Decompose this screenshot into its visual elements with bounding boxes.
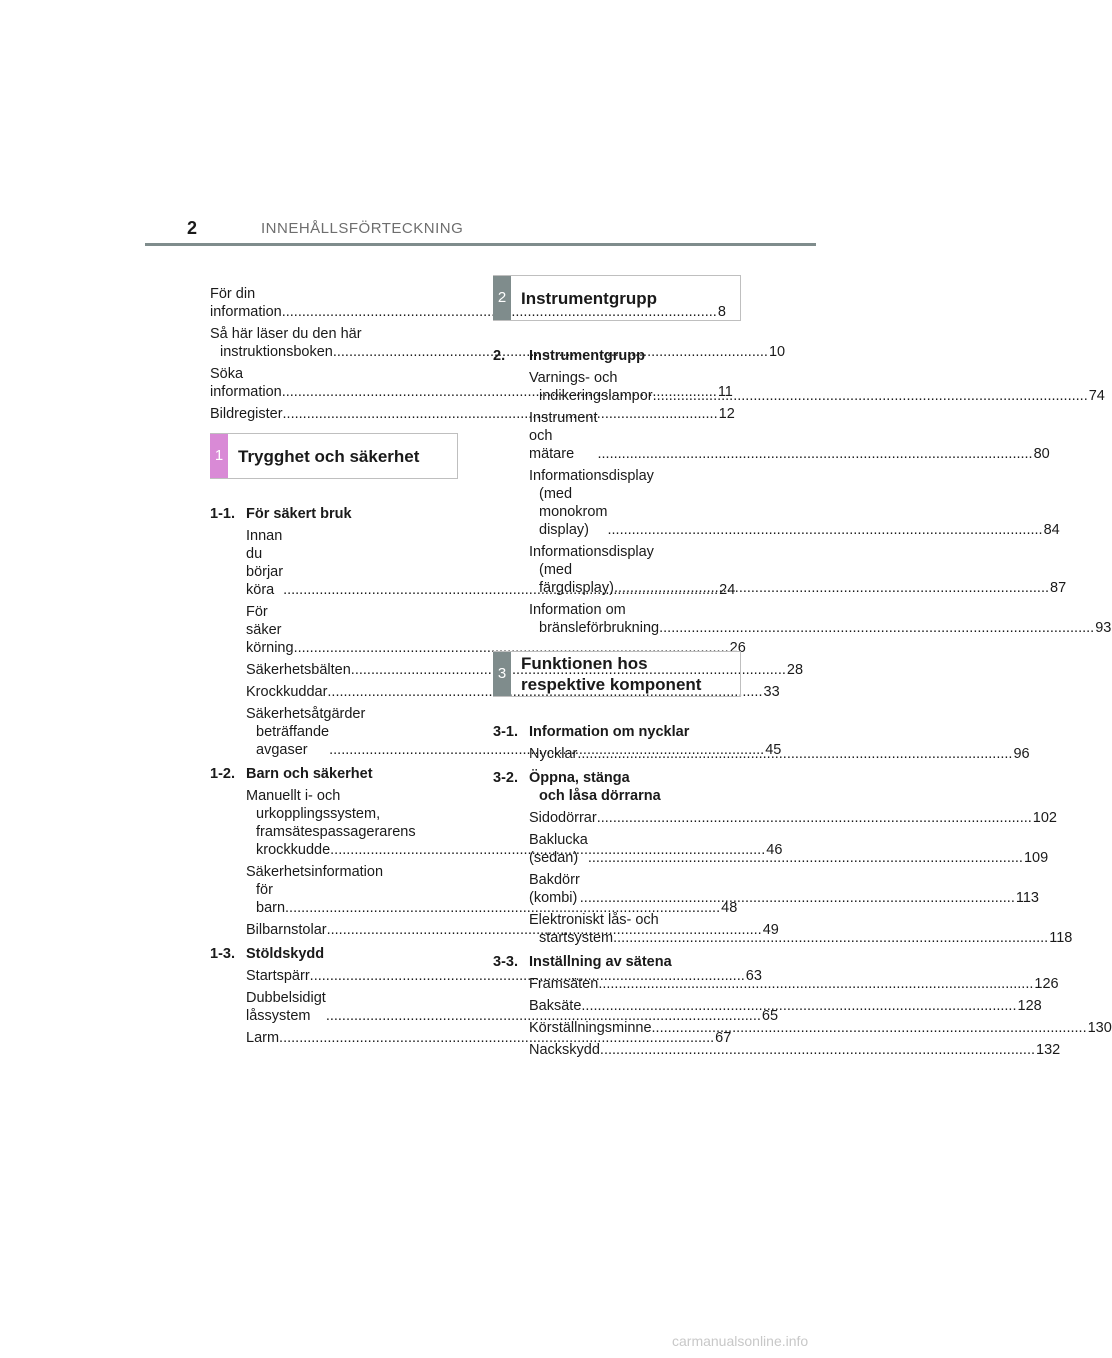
dot-leader (659, 619, 1094, 637)
section-title-line: och låsa dörrarna (539, 788, 661, 804)
toc-page-number: 24 (719, 582, 736, 598)
toc-entry[interactable] (493, 871, 1039, 907)
toc-page-number: 93 (1095, 620, 1112, 636)
toc-page-number: 11 (717, 384, 733, 400)
toc-entry-last-line (529, 831, 1048, 867)
toc-entry-last-line (529, 745, 1030, 763)
dot-leader (653, 387, 1088, 405)
toc-page-number: 128 (1017, 998, 1042, 1014)
toc-entry[interactable] (493, 809, 1057, 827)
toc-page-number: 33 (763, 684, 780, 700)
chapter-title-line: Funktionen hos (521, 654, 648, 673)
toc-page-number: 48 (721, 900, 738, 916)
toc-entry-text (529, 601, 1111, 637)
toc-entry-label: Bildregister (210, 406, 283, 422)
toc-entry-label: För din information (210, 286, 282, 320)
toc-entry[interactable] (493, 601, 1112, 637)
toc-entry-label: Nackskydd (529, 1042, 600, 1058)
toc-entry-line: framsätespassagerarens (256, 824, 416, 840)
toc-entry-label: (med färgdisplay) (539, 562, 614, 596)
section-title: Information om nycklar (529, 724, 690, 740)
toc-entry-label: Söka information (210, 366, 282, 400)
section-number: 1-1. (210, 506, 235, 522)
section-heading[interactable] (210, 765, 458, 783)
toc-entry-label: Innan du börjar köra (246, 528, 284, 598)
section-heading[interactable] (493, 953, 741, 971)
dot-leader (614, 579, 1049, 597)
toc-entry-label: Sidodörrar (529, 810, 597, 826)
chapter-title: Trygghet och säkerhet (238, 446, 420, 466)
dot-leader (580, 889, 1015, 907)
section-title: För säkert bruk (246, 506, 352, 522)
chapter-tab-number: 2 (493, 276, 511, 320)
toc-entry-text (529, 911, 1072, 947)
toc-entry-label: Instrument och mätare (529, 410, 598, 462)
toc-entry-label: Baksäte (529, 998, 582, 1014)
toc-entry-text (529, 369, 1105, 405)
section-number: 3-3. (493, 954, 518, 970)
section-heading[interactable] (210, 505, 458, 523)
toc-page-number: 84 (1043, 522, 1060, 538)
section-number: 1-2. (210, 766, 235, 782)
toc-page-number: 63 (745, 968, 762, 984)
chapter-header-2[interactable] (493, 275, 741, 321)
page-header (145, 214, 816, 246)
toc-page-number: 74 (1088, 388, 1105, 404)
toc-entry-label: beträffande avgaser (256, 724, 330, 758)
toc-entry-line: Säkerhetsåtgärder (246, 706, 366, 722)
dot-leader (600, 1041, 1035, 1059)
chapter-tab-number: 1 (210, 434, 228, 478)
dot-leader (652, 1019, 1087, 1037)
toc-entry-label: för barn (256, 882, 286, 916)
dot-leader (607, 521, 1042, 539)
dot-leader (577, 745, 1012, 763)
toc-entry-label: Bakdörr (kombi) (529, 872, 580, 906)
toc-entry[interactable] (493, 369, 1105, 405)
section-heading[interactable] (493, 347, 741, 365)
dot-leader (581, 997, 1016, 1015)
header-rule (145, 243, 816, 246)
toc-page-number: 113 (1015, 890, 1039, 906)
toc-entry-text (529, 543, 1066, 597)
chapter-header-3[interactable] (493, 651, 741, 697)
toc-entry-last-line (529, 997, 1042, 1015)
toc-entry-last-line (529, 619, 1111, 637)
toc-entry-label: Larm (246, 1030, 280, 1046)
toc-page-number: 8 (717, 304, 726, 320)
toc-entry-line: Manuellt i- och (246, 788, 341, 804)
toc-entry-last-line (529, 561, 1066, 597)
toc-page-number: 109 (1023, 850, 1049, 866)
toc-entry-text (529, 1019, 1112, 1037)
toc-entry-label: indikeringslampor (539, 388, 653, 404)
toc-entry-label: instruktionsboken (220, 344, 333, 360)
toc-entry[interactable] (210, 1029, 732, 1047)
toc-entry-last-line (529, 929, 1072, 947)
toc-entry-last-line (529, 409, 1050, 463)
section-heading[interactable] (493, 769, 741, 805)
section-title: Stöldskydd (246, 946, 325, 962)
toc-entry[interactable] (493, 409, 1050, 463)
toc-entry-text (529, 975, 1059, 993)
toc-entry-text (529, 997, 1042, 1015)
toc-entry-text (529, 809, 1057, 827)
toc-page-number: 46 (766, 842, 783, 858)
toc-page-number: 28 (786, 662, 804, 678)
toc-entry-label: Krockkuddar (246, 684, 328, 700)
toc-entry-text (529, 1041, 1060, 1059)
toc-entry-text (529, 745, 1030, 763)
toc-entry-line: Säkerhetsinformation (246, 864, 384, 880)
toc-entry-label: (med monokrom display) (539, 486, 608, 538)
toc-entry-label: Körställningsminne (529, 1020, 652, 1036)
toc-page-number: 26 (729, 640, 746, 656)
section-heading[interactable] (210, 945, 458, 963)
chapter-title: Instrumentgrupp (521, 288, 657, 308)
toc-entry-line: Information om (529, 602, 626, 618)
toc-entry-line: Informationsdisplay (529, 544, 654, 560)
toc-entry[interactable] (493, 543, 1067, 597)
section-number: 1-3. (210, 946, 235, 962)
toc-page-number: 96 (1013, 746, 1030, 762)
section-title: Barn och säkerhet (246, 766, 373, 782)
toc-page-number: 49 (762, 922, 779, 938)
toc-entry-last-line (529, 1041, 1060, 1059)
watermark: carmanualsonline.info (672, 1333, 809, 1349)
toc-entry-label: Framsäten (529, 976, 599, 992)
toc-entry-label: startsystem (539, 930, 614, 946)
toc-page-number: 10 (768, 344, 786, 360)
toc-entry-label: För säker körning (246, 604, 294, 656)
toc-page-number: 80 (1033, 446, 1050, 462)
dot-leader (613, 929, 1048, 947)
section-title (529, 769, 741, 805)
page-number: 2 (187, 218, 198, 238)
chapter-title (511, 653, 701, 695)
toc-page-number: 118 (1049, 930, 1073, 946)
toc-entry-text (529, 467, 1060, 539)
toc-page-number: 102 (1032, 810, 1057, 826)
toc-entry-line: Elektroniskt lås- och (529, 912, 659, 928)
toc-entry-label: Baklucka (sedan) (529, 832, 588, 866)
toc-entry-label: Säkerhetsbälten (246, 662, 351, 678)
running-title: INNEHÅLLSFÖRTECKNING (261, 220, 464, 237)
toc-entry-last-line (529, 871, 1039, 907)
toc-entry-last-line (529, 1019, 1112, 1037)
toc-entry-label: krockkudde (256, 842, 331, 858)
toc-entry-line: Så här läser du den här (210, 326, 362, 342)
toc-entry[interactable] (493, 1019, 1112, 1037)
chapter-title-line: respektive komponent (521, 675, 702, 694)
section-title-line: Öppna, stänga (529, 770, 630, 786)
toc-entry-label: bränsleförbrukning (539, 620, 660, 636)
toc-page-number: 132 (1036, 1042, 1061, 1058)
section-heading[interactable] (493, 723, 741, 741)
toc-entry-last-line (529, 387, 1105, 405)
section-title: Instrumentgrupp (529, 348, 645, 364)
toc-entry[interactable] (210, 405, 735, 423)
section-number: 3-1. (493, 724, 518, 740)
toc-entry[interactable] (493, 1041, 1061, 1059)
toc-entry-last-line (529, 485, 1060, 539)
dot-leader (598, 975, 1033, 993)
toc-entry-text (529, 409, 1050, 463)
toc-entry-label: Dubbelsidigt låssystem (246, 990, 326, 1024)
dot-leader (597, 809, 1032, 827)
toc-entry-last-line (529, 975, 1059, 993)
toc-page-number: 130 (1087, 1020, 1112, 1036)
toc-entry[interactable] (493, 997, 1042, 1015)
toc-entry-line: Varnings- och (529, 370, 618, 386)
toc-page-number: 126 (1034, 976, 1059, 992)
toc-entry-label: Nycklar (529, 746, 578, 762)
section-title: Inställning av sätena (529, 954, 672, 970)
section-number: 3-2. (493, 770, 518, 786)
dot-leader (588, 849, 1023, 867)
toc-entry-line: urkopplingssystem, (256, 806, 381, 822)
toc-entry-text (529, 831, 1048, 867)
toc-entry-text (529, 871, 1039, 907)
dot-leader (598, 445, 1033, 463)
toc-page-number: 67 (715, 1030, 732, 1046)
toc-entry-line: Informationsdisplay (529, 468, 654, 484)
toc-entry-label: Bilbarnstolar (246, 922, 327, 938)
toc-page-number: 87 (1050, 580, 1067, 596)
toc-entry-label: Startspärr (246, 968, 310, 984)
section-number: 2. (493, 348, 506, 364)
chapter-tab-number: 3 (493, 652, 511, 696)
toc-entry[interactable] (493, 467, 1060, 539)
toc-entry-last-line (529, 809, 1057, 827)
toc-page-number: 12 (718, 406, 735, 422)
toc-page-number: 45 (765, 742, 782, 758)
chapter-header-1[interactable] (210, 433, 458, 479)
toc-page-number: 65 (761, 1008, 779, 1024)
